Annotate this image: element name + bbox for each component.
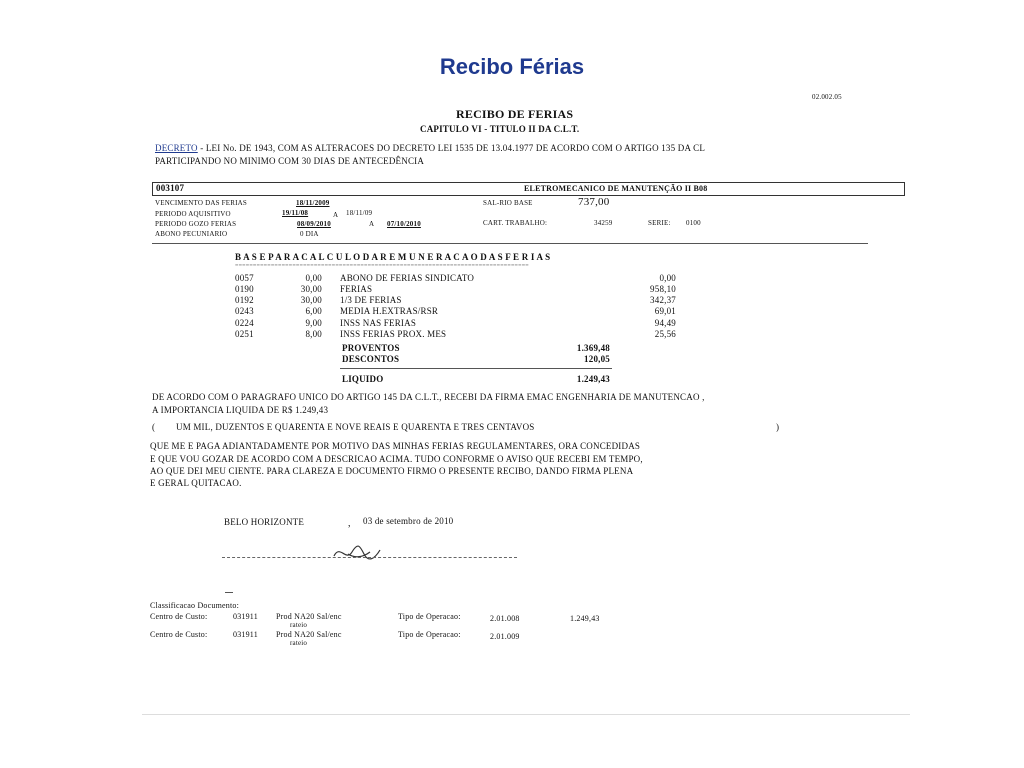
- cost-product: Prod NA20 Sal/enc: [276, 630, 342, 639]
- cost-code: 031911: [233, 630, 258, 639]
- document-chapter: CAPITULO VI - TITULO II DA C.L.T.: [420, 124, 580, 134]
- body-line-1: DE ACORDO COM O PARAGRAFO UNICO DO ARTIGO 145 DA C.L.T., RECEBI DA FIRMA EMAC ENGENHARIA DE MANUTENCAO ,: [152, 392, 705, 402]
- row-ref: 30,00: [300, 295, 322, 305]
- row-code: 0243: [235, 306, 254, 316]
- liquido-value: 1.249,43: [576, 374, 610, 384]
- body-line-5: AO QUE DEI MEU CIENTE. PARA CLAREZA E DOCUMENTO FIRMO O PRESENTE RECIBO, DANDO FIRMA PLENA: [150, 466, 634, 476]
- row-value: 0,00: [659, 273, 676, 283]
- aquisitivo-sep: A: [333, 211, 339, 219]
- scan-bottom-edge: [142, 714, 910, 715]
- row-value: 25,56: [654, 329, 676, 339]
- row-ref: 30,00: [300, 284, 322, 294]
- cart-value: 34259: [594, 219, 613, 227]
- row-value: 958,10: [650, 284, 676, 294]
- row-desc: FERIAS: [340, 284, 373, 294]
- cost-code: 031911: [233, 612, 258, 621]
- operation-amount: 1.249,43: [570, 614, 600, 623]
- employee-id: 003107: [156, 183, 185, 193]
- row-value: 69,01: [654, 306, 676, 316]
- liquido-label: LIQUIDO: [342, 374, 384, 384]
- vencimento-value: 18/11/2009: [296, 199, 330, 207]
- row-ref: 9,00: [305, 318, 322, 328]
- calc-rule: ==================================================================================: [235, 263, 529, 269]
- row-desc: 1/3 DE FERIAS: [340, 295, 402, 305]
- cart-label: CART. TRABALHO:: [483, 219, 548, 227]
- document-title: RECIBO DE FERIAS: [456, 107, 574, 121]
- gozo-label: PERIODO GOZO FERIAS: [155, 220, 237, 228]
- abono-value: 0 DIA: [300, 230, 319, 238]
- city: BELO HORIZONTE: [224, 517, 305, 527]
- slide-title: Recibo Férias: [439, 54, 585, 79]
- vencimento-label: VENCIMENTO DAS FERIAS: [155, 199, 247, 207]
- employee-role: ELETROMECANICO DE MANUTENÇÃO II B08: [524, 184, 708, 193]
- decree-link[interactable]: DECRETO: [155, 143, 198, 153]
- row-ref: 8,00: [305, 329, 322, 339]
- body-line-4: E QUE VOU GOZAR DE ACORDO COM A DESCRICAO ACIMA. TUDO CONFORME O AVISO QUE RECEBI EM TEMPO,: [150, 454, 643, 464]
- abono-label: ABONO PECUNIARIO: [155, 230, 228, 238]
- date: 03 de setembro de 2010: [363, 516, 454, 526]
- decree-text: - LEI No. DE 1943, COM AS ALTERACOES DO DECRETO LEI 1535 DE 13.04.1977 DE ACORDO COM O ARTIGO 135 DA CL: [197, 143, 706, 153]
- proventos-value: 1.369,48: [576, 343, 610, 353]
- header-divider: [152, 243, 868, 244]
- gozo-sep: A: [369, 220, 375, 228]
- row-ref: 0,00: [305, 273, 322, 283]
- decree-line-1: [155, 143, 705, 153]
- city-separator: ,: [348, 518, 351, 529]
- row-value: 94,49: [654, 318, 676, 328]
- sal-base-value: 737,00: [578, 196, 610, 208]
- signature-line: [222, 557, 517, 558]
- signature-image: [330, 540, 390, 564]
- amount-open: (: [152, 422, 156, 432]
- row-desc: INSS NAS FERIAS: [340, 318, 417, 328]
- gozo-to: 07/10/2010: [387, 220, 421, 228]
- gozo-from: 08/09/2010: [297, 220, 331, 228]
- row-code: 0190: [235, 284, 254, 294]
- calc-heading: B A S E P A R A C A L C U L O D A R E M U N E R A C A O D A S F E R I A S: [235, 252, 551, 262]
- row-desc: INSS FERIAS PROX. MES: [340, 329, 447, 339]
- amount-close: ): [776, 422, 780, 432]
- body-line-6: E GERAL QUITACAO.: [150, 478, 242, 488]
- totals-divider: [340, 368, 612, 369]
- operation-code: 2.01.009: [490, 632, 520, 641]
- descontos-label: DESCONTOS: [342, 354, 400, 364]
- amount-in-words: UM MIL, DUZENTOS E QUARENTA E NOVE REAIS E QUARENTA E TRES CENTAVOS: [176, 422, 535, 432]
- row-desc: ABONO DE FERIAS SINDICATO: [340, 273, 475, 283]
- body-line-2: A IMPORTANCIA LIQUIDA DE R$ 1.249,43: [152, 405, 329, 415]
- row-value: 342,37: [650, 295, 676, 305]
- row-code: 0224: [235, 318, 254, 328]
- body-line-3: QUE ME E PAGA ADIANTADAMENTE POR MOTIVO DAS MINHAS FERIAS REGULAMENTARES, ORA CONCEDIDAS: [150, 441, 641, 451]
- cost-label: Centro de Custo:: [150, 612, 208, 621]
- row-code: 0057: [235, 273, 254, 283]
- small-mark: [225, 592, 233, 593]
- row-code: 0192: [235, 295, 254, 305]
- cost-product-note: rateio: [290, 621, 308, 629]
- proventos-label: PROVENTOS: [342, 343, 400, 353]
- serie-label: SERIE:: [648, 219, 671, 227]
- row-desc: MEDIA H.EXTRAS/RSR: [340, 306, 439, 316]
- aquisitivo-from: 19/11/08: [282, 209, 309, 217]
- cost-label: Centro de Custo:: [150, 630, 208, 639]
- cost-product-note: rateio: [290, 639, 308, 647]
- serie-value: 0100: [686, 219, 701, 227]
- sal-base-label: SAL-RIO BASE: [483, 199, 533, 207]
- cost-product: Prod NA20 Sal/enc: [276, 612, 342, 621]
- operation-label: Tipo de Operacao:: [398, 630, 461, 639]
- row-code: 0251: [235, 329, 254, 339]
- operation-label: Tipo de Operacao:: [398, 612, 461, 621]
- classification-label: Classificacao Documento:: [150, 601, 239, 610]
- aquisitivo-to: 18/11/09: [346, 209, 373, 217]
- document-code: 02.002.05: [812, 93, 842, 101]
- descontos-value: 120,05: [584, 354, 610, 364]
- decree-line-2: PARTICIPANDO NO MINIMO COM 30 DIAS DE ANTECEDÊNCIA: [155, 156, 425, 166]
- row-ref: 6,00: [305, 306, 322, 316]
- operation-code: 2.01.008: [490, 614, 520, 623]
- aquisitivo-label: PERIODO AQUISITIVO: [155, 210, 231, 218]
